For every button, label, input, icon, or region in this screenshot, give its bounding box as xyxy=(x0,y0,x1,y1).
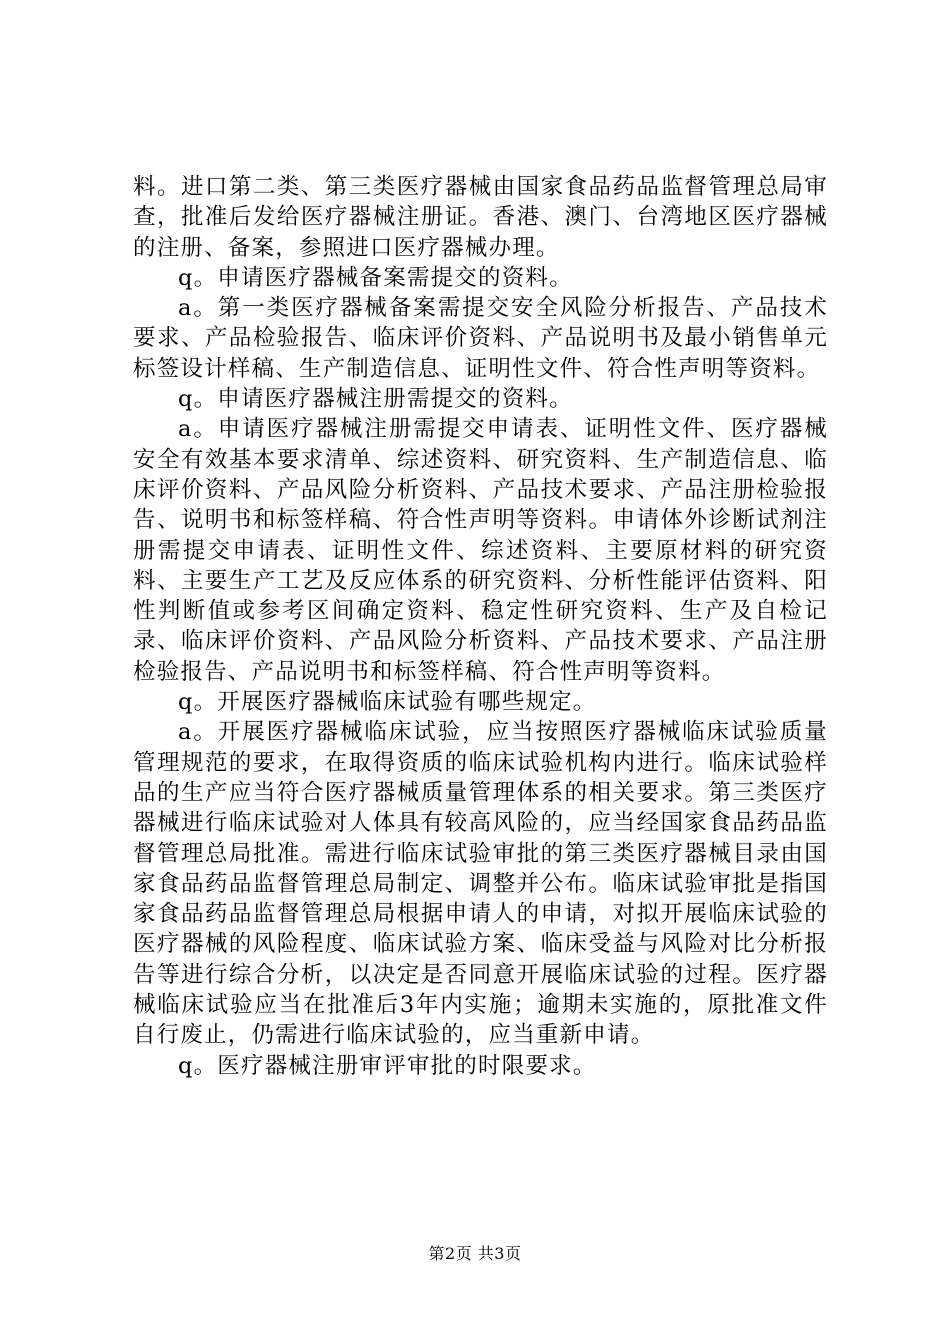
paragraph-continuation: 料。进口第二类、第三类医疗器械由国家食品药品监督管理总局审查，批准后发给医疗器械注册证。香港、澳门、台湾地区医疗器械的注册、备案，参照进口医疗器械办理。 xyxy=(133,174,828,261)
question-clinical-trial-rules: q。开展医疗器械临床试验有哪些规定。 xyxy=(178,689,597,716)
question-filing-materials: q。申请医疗器械备案需提交的资料。 xyxy=(178,264,573,291)
question-review-time-limits: q。医疗器械注册审评审批的时限要求。 xyxy=(178,1052,597,1079)
answer-clinical-trial-rules: a。开展医疗器械临床试验，应当按照医疗器械临床试验质量管理规范的要求，在取得资质的临床试验机构内进行。临床试验样品的生产应当符合医疗器械质量管理体系的相关要求。第三类医疗器械进行临床试验对人体具有较高风险的，应当经国家食品药品监督管理总局批准。需进行临床试验审批的第三类医疗器械目录由国家食品药品监督管理总局制定、调整并公布。临床试验审批是指国家食品药品监督管理总局根据申请人的申请，对拟开展临床试验的医疗器械的风险程度、临床试验方案、临床受益与风险对比分析报告等进行综合分析，以决定是否同意开展临床试验的过程。医疗器械临床试验应当在批准后3年内实施；逾期未实施的，原批准文件自行废止，仍需进行临床试验的，应当重新申请。 xyxy=(133,719,828,1049)
question-registration-materials: q。申请医疗器械注册需提交的资料。 xyxy=(178,386,573,413)
page-footer xyxy=(0,1244,950,1264)
page-number-label: 第2页 共3页 xyxy=(428,1244,522,1263)
answer-filing-materials: a。第一类医疗器械备案需提交安全风险分析报告、产品技术要求、产品检验报告、临床评价资料、产品说明书及最小销售单元标签设计样稿、生产制造信息、证明性文件、符合性声明等资料。 xyxy=(133,295,828,382)
answer-registration-materials: a。申请医疗器械注册需提交申请表、证明性文件、医疗器械安全有效基本要求清单、综述资料、研究资料、生产制造信息、临床评价资料、产品风险分析资料、产品技术要求、产品注册检验报告、说明书和标签样稿、符合性声明等资料。申请体外诊断试剂注册需提交申请表、证明性文件、综述资料、主要原材料的研究资料、主要生产工艺及反应体系的研究资料、分析性能评估资料、阳性判断值或参考区间确定资料、稳定性研究资料、生产及自检记录、临床评价资料、产品风险分析资料、产品技术要求、产品注册检验报告、产品说明书和标签样稿、符合性声明等资料。 xyxy=(133,416,828,685)
body-text xyxy=(133,172,828,1081)
